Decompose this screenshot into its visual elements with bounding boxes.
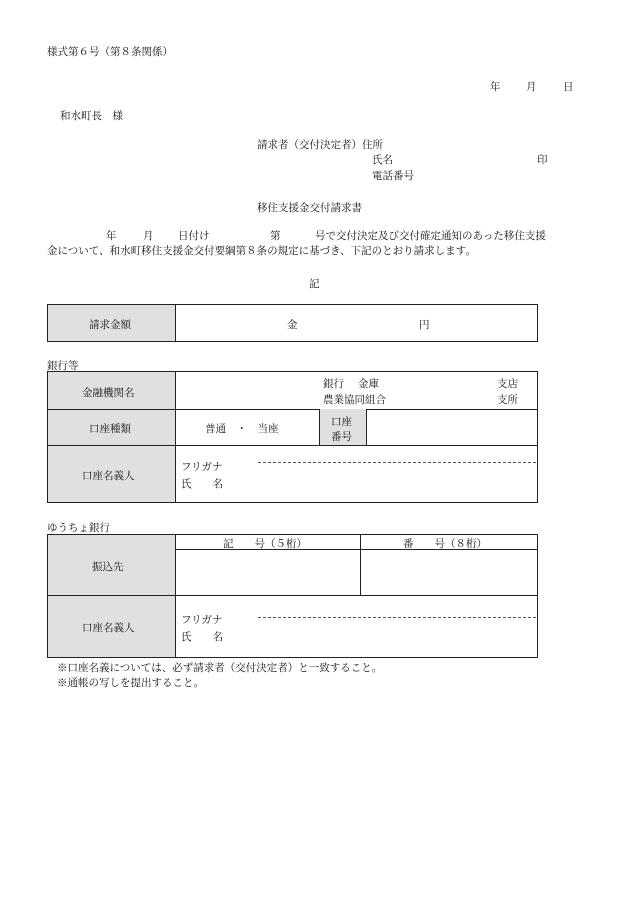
requester-name-label: 氏名: [372, 154, 393, 166]
date-year: 年: [490, 81, 501, 93]
body-dai: 第: [270, 230, 281, 242]
bank-word: 銀行: [323, 378, 344, 390]
note-1: ※口座名義については、必ず請求者（交付決定者）と一致すること。: [57, 662, 383, 674]
body-dated: 日付け: [178, 230, 210, 242]
shinkin-word: 金庫: [358, 378, 379, 390]
form-number: 様式第６号（第８条関係）: [47, 46, 173, 58]
bank-table: [47, 371, 538, 503]
amount-yen: 円: [419, 319, 430, 331]
date-month: 月: [526, 81, 537, 93]
yucho-section-label: ゆうちょ銀行: [47, 522, 110, 534]
account-type-label: 口座種類: [89, 423, 131, 435]
yucho-dest-label: 振込先: [92, 561, 124, 573]
amount-table: [47, 304, 538, 342]
amount-label: 請求金額: [89, 319, 131, 331]
bank-section-label: 銀行等: [47, 360, 79, 372]
bank-furigana: フリガナ: [181, 461, 223, 473]
account-type-value: 普通 ・ 当座: [205, 423, 279, 435]
yucho-shimei: 氏 名: [181, 631, 223, 643]
bank-shimei: 氏 名: [181, 478, 223, 490]
requester-phone-label: 電話番号: [372, 170, 414, 182]
seal-mark: 印: [537, 154, 548, 166]
yucho-kigo-header: 記 号（５桁）: [223, 538, 307, 550]
account-number-label-1: 口座: [331, 416, 352, 428]
yucho-table: [47, 534, 538, 658]
body-year: 年: [106, 230, 117, 242]
yucho-holder-label: 口座名義人: [82, 622, 135, 634]
addressee: 和水町長 様: [60, 110, 123, 122]
nokyo-word: 農業協同組合: [323, 394, 386, 406]
note-2: ※通帳の写しを提出すること。: [57, 677, 204, 689]
yucho-furigana: フリガナ: [181, 614, 223, 626]
shiten-word: 支店: [497, 378, 518, 390]
account-number-label-2: 番号: [331, 431, 352, 443]
ki-mark: 記: [309, 278, 320, 290]
amount-kin: 金: [287, 319, 298, 331]
requester-address-label: 請求者（交付決定者）住所: [257, 139, 383, 151]
body-line1-rest: 号で交付決定及び交付確定通知のあった移住支援: [315, 230, 546, 242]
institution-label: 金融機関名: [82, 387, 135, 399]
body-month: 月: [143, 230, 154, 242]
yucho-bango-header: 番 号（８桁）: [403, 538, 487, 550]
document-title: 移住支援金交付請求書: [257, 202, 362, 214]
body-line2: 金について、和水町移住支援金交付要綱第８条の規定に基づき、下記のとおり請求します。: [47, 245, 476, 257]
date-day: 日: [563, 81, 574, 93]
bank-holder-label: 口座名義人: [82, 470, 135, 482]
shisho-word: 支所: [497, 394, 518, 406]
